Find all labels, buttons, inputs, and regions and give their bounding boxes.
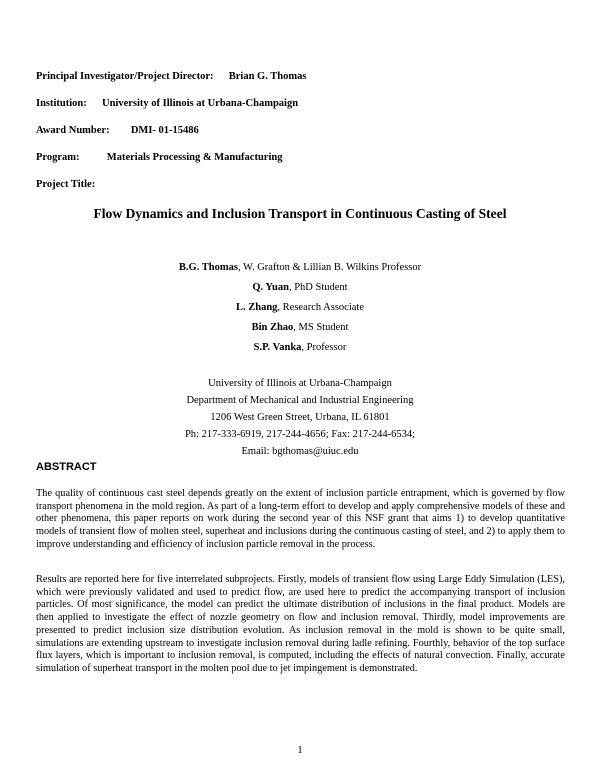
author-line: [0, 342, 600, 353]
project-title-line: [36, 179, 95, 190]
author-name: L. Zhang: [235, 302, 278, 313]
address-line: 1206 West Green Street, Urbana, IL 61801: [210, 412, 390, 423]
page-number: 1: [297, 744, 303, 756]
address-line: University of Illinois at Urbana-Champaign: [208, 378, 392, 389]
program-label: Program:: [36, 152, 80, 163]
abstract-heading: ABSTRACT: [36, 461, 97, 473]
author-line: [0, 322, 600, 333]
address-line: Ph: 217-333-6919, 217-244-4656; Fax: 217-244-6534;: [184, 429, 416, 440]
author-name: S.P. Vanka: [253, 342, 302, 353]
address-line: Department of Mechanical and Industrial Engineering: [186, 395, 414, 406]
abstract-paragraph: Results are reported here for five interrelated subprojects. Firstly, models of transient flow using Large Eddy Simulation (LES), which were previously validated and used to predict flow, are used here to predict the accompanying transport of inclusion particles. Of most significance, the model can predict the ultimate distribution of inclusions in the final product. Models are then applied to investigate the effect of nozzle geometry on flow and inclusion removal. Thirdly, model improvements are presented to predict inclusion size distribution evolution. As inclusion removal in the mold is shown to be quite small, simulations are extending upstream to investigate inclusion removal during ladle refining. Fourthly, behavior of the top surface flux layers, which is important to inclusion removal, is computed, including the effects of natural convection. Finally, accurate simulation of superheat transport in the molten pool due to jet impingement is demonstrated.: [36, 574, 565, 674]
institution-label: Institution:: [36, 98, 87, 109]
pi-label: Principal Investigator/Project Director:: [36, 71, 214, 82]
author-line: [0, 262, 600, 273]
author-role: , PhD Student: [288, 282, 348, 293]
pi-value: Brian G. Thomas: [228, 71, 307, 82]
project-title-label: Project Title:: [36, 179, 96, 190]
award-line: [36, 125, 199, 136]
author-line: [0, 302, 600, 313]
award-value: DMI- 01-15486: [130, 125, 199, 136]
author-role: , MS Student: [293, 322, 349, 333]
paper-title: Flow Dynamics and Inclusion Transport in Continuous Casting of Steel: [93, 206, 507, 221]
program-value: Materials Processing & Manufacturing: [106, 152, 283, 163]
author-role: , Research Associate: [277, 302, 365, 313]
author-role: , Professor: [301, 342, 347, 353]
program-line: [36, 152, 282, 163]
institution-line: [36, 98, 298, 109]
address-line: Email: bgthomas@uiuc.edu: [241, 446, 359, 457]
abstract-paragraph: The quality of continuous cast steel depends greatly on the extent of inclusion particle entrapment, which is governed by flow transport phenomena in the mold region. As part of a long-term effort to develop and apply comprehensive models of these and other phenomena, this paper reports on work during the second year of this NSF grant that aims 1) to develop quantitative models of transient flow of molten steel, superheat and inclusions during the continuous casting of steel, and 2) to apply them to improve understanding and efficiency of inclusion particle removal in the process.: [36, 488, 565, 550]
author-name: Q. Yuan: [252, 282, 289, 293]
pi-line: [36, 71, 306, 82]
author-role: , W. Grafton & Lillian B. Wilkins Professor: [237, 262, 422, 273]
institution-value: University of Illinois at Urbana-Champaign: [102, 98, 299, 109]
award-label: Award Number:: [36, 125, 110, 136]
author-name: B.G. Thomas: [178, 262, 238, 273]
author-name: Bin Zhao: [251, 322, 294, 333]
author-line: [0, 282, 600, 293]
